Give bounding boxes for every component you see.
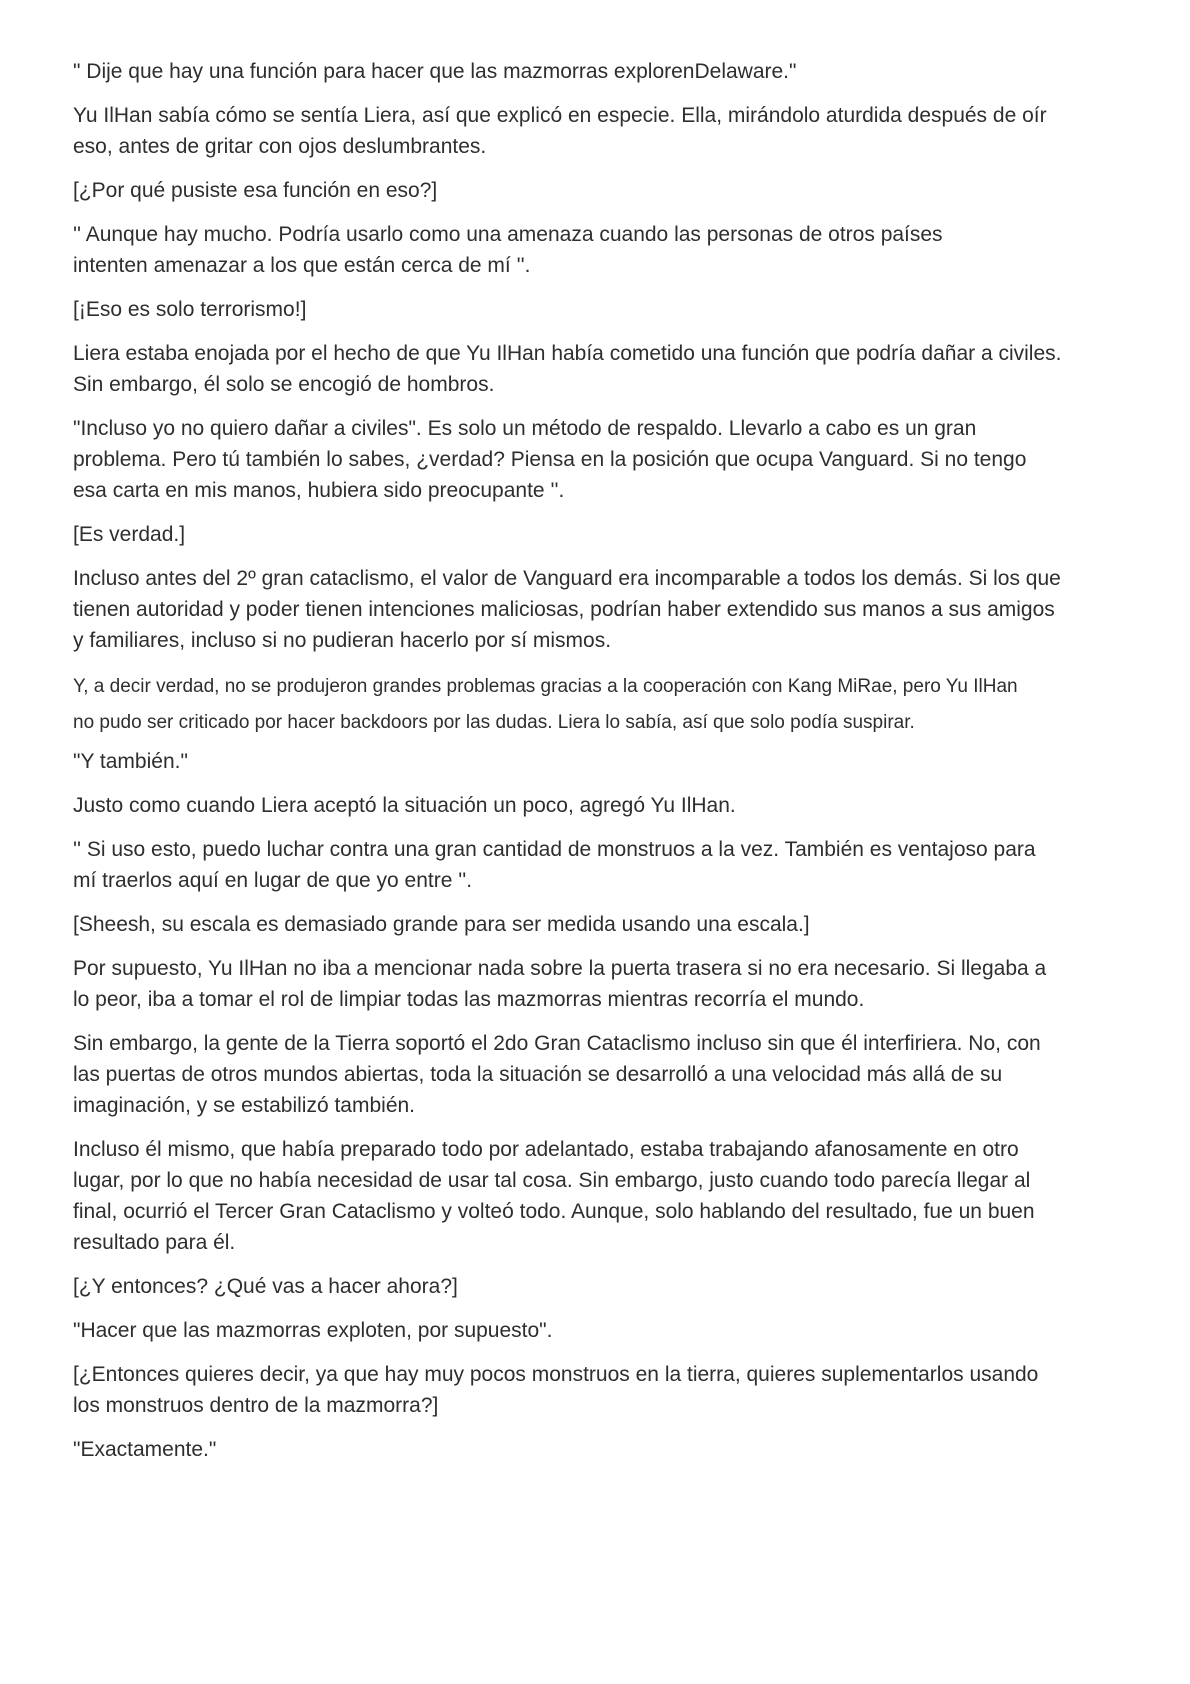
paragraph <box>73 834 1130 896</box>
paragraph <box>73 746 1130 777</box>
paragraph <box>73 790 1130 821</box>
paragraph <box>73 100 1130 162</box>
paragraph <box>73 1271 1130 1302</box>
paragraph <box>73 1134 1130 1258</box>
text-line: problema. Pero tú también lo sabes, ¿verdad? Piensa en la posición que ocupa Vanguard. Si no tengo <box>73 448 1027 471</box>
text-line: Sin embargo, él solo se encogió de hombros. <box>73 373 495 396</box>
text-line: los monstruos dentro de la mazmorra?] <box>73 1394 439 1417</box>
text-line: esa carta en mis manos, hubiera sido preocupante ''. <box>73 479 565 502</box>
text-line: "Hacer que las mazmorras exploten, por supuesto". <box>73 1319 553 1342</box>
paragraph <box>73 1434 1130 1465</box>
paragraph <box>73 1315 1130 1346</box>
paragraph <box>73 219 1130 281</box>
text-line: [¿Por qué pusiste esa función en eso?] <box>73 179 438 202</box>
text-line: y familiares, incluso si no pudieran hacerlo por sí mismos. <box>73 629 612 652</box>
paragraph <box>73 669 1130 741</box>
text-line: "Exactamente." <box>73 1438 217 1461</box>
paragraph <box>73 953 1130 1015</box>
text-line: imaginación, y se estabilizó también. <box>73 1094 416 1117</box>
paragraph <box>73 909 1130 940</box>
text-line: '' Si uso esto, puedo luchar contra una gran cantidad de monstruos a la vez. También es ventajoso para <box>73 838 1036 861</box>
text-line: [¿Y entonces? ¿Qué vas a hacer ahora?] <box>73 1275 458 1298</box>
text-line: resultado para él. <box>73 1231 236 1254</box>
paragraph <box>73 1359 1130 1421</box>
paragraph <box>73 175 1130 206</box>
text-line: lo peor, iba a tomar el rol de limpiar todas las mazmorras mientras recorría el mundo. <box>73 988 865 1011</box>
text-line: eso, antes de gritar con ojos deslumbrantes. <box>73 135 487 158</box>
text-line: Y, a decir verdad, no se produjeron grandes problemas gracias a la cooperación con Kang MiRae, pero Yu IlHan <box>73 676 1018 697</box>
text-line: [¿Entonces quieres decir, ya que hay muy pocos monstruos en la tierra, quieres suplementarlos usando <box>73 1363 1039 1386</box>
paragraph <box>73 56 1130 87</box>
text-line: " Dije que hay una función para hacer que las mazmorras explorenDelaware." <box>73 60 797 83</box>
text-line: [¡Eso es solo terrorismo!] <box>73 298 307 321</box>
text-line: Sin embargo, la gente de la Tierra soportó el 2do Gran Cataclismo incluso sin que él interfiriera. No, con <box>73 1032 1041 1055</box>
text-line: lugar, por lo que no había necesidad de usar tal cosa. Sin embargo, justo cuando todo parecía llegar al <box>73 1169 1031 1192</box>
text-line: Por supuesto, Yu IlHan no iba a mencionar nada sobre la puerta trasera si no era necesario. Si llegaba a <box>73 957 1047 980</box>
text-line: "Y también." <box>73 750 188 773</box>
text-line: [Es verdad.] <box>73 523 186 546</box>
paragraph <box>73 338 1130 400</box>
text-line: [Sheesh, su escala es demasiado grande para ser medida usando una escala.] <box>73 913 810 936</box>
paragraph <box>73 294 1130 325</box>
text-line: Incluso antes del 2º gran cataclismo, el valor de Vanguard era incomparable a todos los demás. Si los que <box>73 567 1061 590</box>
text-line: '' Aunque hay mucho. Podría usarlo como una amenaza cuando las personas de otros países <box>73 223 943 246</box>
text-line: tienen autoridad y poder tienen intenciones maliciosas, podrían haber extendido sus manos a sus amigos <box>73 598 1055 621</box>
text-line: Yu IlHan sabía cómo se sentía Liera, así que explicó en especie. Ella, mirándolo aturdida después de oír <box>73 104 1047 127</box>
text-line: no pudo ser criticado por hacer backdoors por las dudas. Liera lo sabía, así que solo podía suspirar. <box>73 712 915 733</box>
text-line: Incluso él mismo, que había preparado todo por adelantado, estaba trabajando afanosamente en otro <box>73 1138 1019 1161</box>
text-line: las puertas de otros mundos abiertas, toda la situación se desarrolló a una velocidad más allá de su <box>73 1063 1003 1086</box>
text-line: mí traerlos aquí en lugar de que yo entre ''. <box>73 869 473 892</box>
paragraph <box>73 519 1130 550</box>
text-line: Justo como cuando Liera aceptó la situación un poco, agregó Yu IlHan. <box>73 794 736 817</box>
text-line: intenten amenazar a los que están cerca de mí ''. <box>73 254 531 277</box>
paragraph <box>73 1028 1130 1121</box>
text-line: "Incluso yo no quiero dañar a civiles". Es solo un método de respaldo. Llevarlo a cabo es un gran <box>73 417 977 440</box>
text-line: final, ocurrió el Tercer Gran Cataclismo y volteó todo. Aunque, solo hablando del resultado, fue un buen <box>73 1200 1035 1223</box>
paragraph <box>73 563 1130 656</box>
paragraph <box>73 413 1130 506</box>
text-line: Liera estaba enojada por el hecho de que Yu IlHan había cometido una función que podría dañar a civiles. <box>73 342 1062 365</box>
